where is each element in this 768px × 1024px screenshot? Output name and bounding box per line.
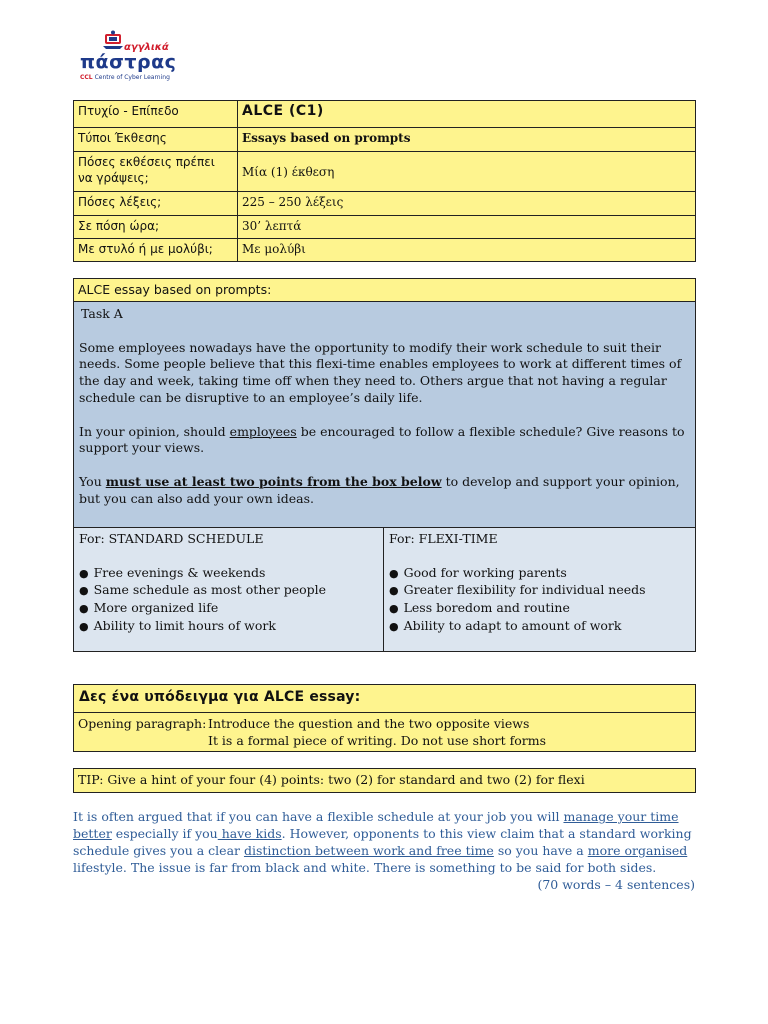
info-label: Τύποι Έκθεσης [74, 128, 238, 152]
task-heading: ALCE essay based on prompts: [73, 278, 696, 302]
word-count: (70 words – 4 sentences) [537, 877, 695, 892]
column-title: For: STANDARD SCHEDULE [79, 531, 264, 546]
info-value: Μία (1) έκθεση [238, 152, 696, 192]
info-value: 225 – 250 λέξεις [238, 192, 696, 216]
table-row [74, 216, 696, 239]
list-item: ● Less boredom and routine [389, 600, 690, 618]
info-label: Πόσες εκθέσεις πρέπει να γράψεις; [74, 152, 238, 192]
standard-schedule-column [73, 527, 384, 652]
sample-heading: Δες ένα υπόδειγμα για ALCE essay: [73, 684, 696, 713]
list-item: ● Good for working parents [389, 565, 690, 583]
task-label: Task A [81, 306, 123, 321]
crest-icon [100, 30, 126, 50]
info-label: Πόσες λέξεις; [74, 192, 238, 216]
info-label: Σε πόση ώρα; [74, 216, 238, 239]
info-label: Με στυλό ή με μολύβι; [74, 239, 238, 262]
opening-line: Introduce the question and the two opposite views [208, 716, 530, 731]
table-row [74, 192, 696, 216]
task-paragraph: Some employees nowadays have the opportunity to modify their work schedule to suit their needs. Some people believe that this flexi-time enables employees to work at different times of the day and week, taking time off when they need to. Others argue that not having a regular schedule can be disruptive to an employee’s daily life. [79, 339, 682, 405]
table-row [74, 152, 696, 192]
opening-line: It is a formal piece of writing. Do not use short forms [208, 733, 547, 748]
table-row [74, 239, 696, 262]
logo [78, 30, 178, 84]
opening-label: Opening paragraph: [78, 716, 207, 731]
info-label: Πτυχίο - Επίπεδο [74, 101, 238, 128]
list-item: ● Ability to limit hours of work [79, 618, 378, 636]
table-row [74, 128, 696, 152]
info-value: Essays based on prompts [238, 128, 696, 152]
table-row [74, 101, 696, 128]
info-value: Με μολύβι [238, 239, 696, 262]
list-item: ● Ability to adapt to amount of work [389, 618, 690, 636]
exam-info-table [73, 100, 696, 262]
task-question: In your opinion, should employees be encouraged to follow a flexible schedule? Give reasons to support your views. [79, 423, 685, 456]
info-value: ALCE (C1) [238, 101, 696, 128]
task-body [73, 301, 696, 528]
list-item: ● More organized life [79, 600, 378, 618]
brand-name: πάστρας [80, 51, 177, 73]
brand-small: αγγλικά [124, 42, 169, 53]
flexi-time-column [383, 527, 696, 652]
opening-paragraph-box [73, 712, 696, 752]
list-item: ● Greater flexibility for individual needs [389, 582, 690, 600]
list-item: ● Same schedule as most other people [79, 582, 378, 600]
brand-subtitle: CCL Centre of Cyber Learning [80, 74, 170, 81]
column-title: For: FLEXI-TIME [389, 531, 498, 546]
info-value: 30’ λεπτά [238, 216, 696, 239]
tip-box: TIP: Give a hint of your four (4) points: two (2) for standard and two (2) for flexi [73, 768, 696, 793]
task-instruction: You must use at least two points from the box below to develop and support your opinion, but you can also add your own ideas. [79, 473, 680, 506]
list-item: ● Free evenings & weekends [79, 565, 378, 583]
sample-paragraph: It is often argued that if you can have a flexible schedule at your job you will manage your time better especially if you have kids. However, opponents to this view claim that a standard working schedule gives you a clear distinction between work and free time so you have a more organised lifestyle. The issue is far from black and white. There is something to be said for both sides. (70 words – 4 sentences) [73, 809, 695, 892]
